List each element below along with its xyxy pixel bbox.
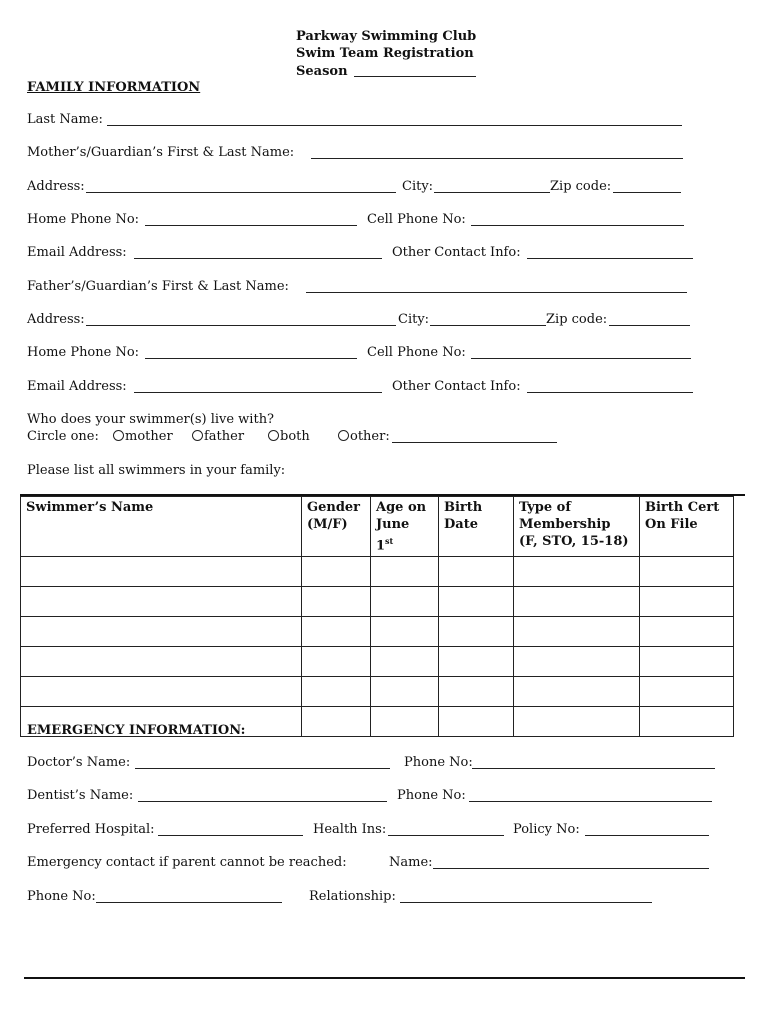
- dentist-phone-label: Phone No:: [397, 788, 466, 803]
- col-age: Age on June 1st: [371, 497, 439, 557]
- radio-circle-icon: [113, 430, 124, 441]
- zip-field[interactable]: [613, 192, 681, 193]
- cell-age[interactable]: [371, 677, 439, 707]
- home-phone-label: Home Phone No:: [27, 212, 140, 227]
- address-label: Address:: [27, 179, 85, 194]
- dentist-field[interactable]: [138, 801, 387, 802]
- policy-field[interactable]: [585, 835, 709, 836]
- option-both[interactable]: both: [268, 429, 310, 445]
- address-field[interactable]: [86, 192, 396, 193]
- doctor-label: Doctor’s Name:: [27, 755, 131, 770]
- cell-age[interactable]: [371, 587, 439, 617]
- contact-phone-field[interactable]: [96, 902, 282, 903]
- cell-swimmer-name[interactable]: [21, 677, 302, 707]
- other-contact-label-2: Other Contact Info:: [392, 379, 521, 394]
- cell-birth-date[interactable]: [439, 677, 514, 707]
- dentist-label: Dentist’s Name:: [27, 788, 134, 803]
- table-row: [21, 677, 734, 707]
- contact-name-field[interactable]: [433, 868, 709, 869]
- cell-birth-date[interactable]: [439, 587, 514, 617]
- home-phone-field[interactable]: [145, 225, 357, 226]
- city-field-2[interactable]: [430, 325, 546, 326]
- cell-phone-label-2: Cell Phone No:: [367, 345, 466, 360]
- emergency-contact-label: Emergency contact if parent cannot be reached:: [27, 855, 347, 870]
- table-header-row: [21, 497, 734, 557]
- cell-gender[interactable]: [302, 557, 371, 587]
- cell-phone-field[interactable]: [471, 225, 684, 226]
- form-title: Swim Team Registration: [296, 46, 474, 61]
- col-swimmer-name: Swimmer’s Name: [21, 497, 302, 557]
- option-mother[interactable]: mother: [113, 429, 173, 445]
- cell-swimmer-name[interactable]: [21, 587, 302, 617]
- dentist-phone-field[interactable]: [469, 801, 712, 802]
- other-contact-label: Other Contact Info:: [392, 245, 521, 260]
- cell-birth-cert[interactable]: [640, 557, 734, 587]
- last-name-label: Last Name:: [27, 112, 103, 127]
- zip-field-2[interactable]: [609, 325, 690, 326]
- cell-birth-date[interactable]: [439, 707, 514, 737]
- father-name-field[interactable]: [306, 292, 687, 293]
- cell-membership[interactable]: [514, 557, 640, 587]
- policy-label: Policy No:: [513, 822, 580, 837]
- other-contact-field-2[interactable]: [527, 392, 693, 393]
- hospital-field[interactable]: [158, 835, 303, 836]
- cell-gender[interactable]: [302, 647, 371, 677]
- zip-label-2: Zip code:: [546, 312, 608, 327]
- cell-membership[interactable]: [514, 617, 640, 647]
- cell-gender[interactable]: [302, 617, 371, 647]
- mother-name-field[interactable]: [311, 158, 683, 159]
- radio-circle-icon: [268, 430, 279, 441]
- col-birth-date: Birth Date: [439, 497, 514, 557]
- doctor-phone-label: Phone No:: [404, 755, 473, 770]
- cell-birth-date[interactable]: [439, 647, 514, 677]
- cell-membership[interactable]: [514, 677, 640, 707]
- club-name: Parkway Swimming Club: [296, 29, 477, 44]
- cell-gender[interactable]: [302, 587, 371, 617]
- city-label: City:: [402, 179, 434, 194]
- email-label: Email Address:: [27, 245, 127, 260]
- radio-circle-icon: [338, 430, 349, 441]
- circle-one-label: Circle one:: [27, 429, 99, 444]
- doctor-field[interactable]: [135, 768, 390, 769]
- footer-rule: [24, 977, 745, 979]
- email-field-2[interactable]: [134, 392, 382, 393]
- season-label: Season: [296, 64, 348, 79]
- table-row: [21, 617, 734, 647]
- emergency-heading: EMERGENCY INFORMATION:: [27, 723, 246, 738]
- other-contact-field[interactable]: [527, 258, 693, 259]
- cell-birth-cert[interactable]: [640, 677, 734, 707]
- other-field[interactable]: [392, 442, 557, 443]
- father-name-label: Father’s/Guardian’s First & Last Name:: [27, 279, 289, 294]
- cell-age[interactable]: [371, 647, 439, 677]
- health-ins-field[interactable]: [388, 835, 504, 836]
- table-row: [21, 647, 734, 677]
- cell-swimmer-name[interactable]: [21, 647, 302, 677]
- cell-birth-cert[interactable]: [640, 587, 734, 617]
- cell-age[interactable]: [371, 707, 439, 737]
- home-phone-field-2[interactable]: [145, 358, 357, 359]
- hospital-label: Preferred Hospital:: [27, 822, 155, 837]
- relationship-label: Relationship:: [309, 889, 396, 904]
- cell-birth-date[interactable]: [439, 617, 514, 647]
- cell-birth-cert[interactable]: [640, 707, 734, 737]
- cell-swimmer-name[interactable]: [21, 617, 302, 647]
- table-row: [21, 557, 734, 587]
- address-label-2: Address:: [27, 312, 85, 327]
- option-other[interactable]: other:: [338, 429, 390, 445]
- contact-name-label: Name:: [389, 855, 433, 870]
- list-swimmers-label: Please list all swimmers in your family:: [27, 463, 286, 478]
- cell-birth-cert[interactable]: [640, 617, 734, 647]
- cell-gender[interactable]: [302, 707, 371, 737]
- table-row: [21, 587, 734, 617]
- col-gender: Gender (M/F): [302, 497, 371, 557]
- cell-age[interactable]: [371, 617, 439, 647]
- cell-birth-cert[interactable]: [640, 647, 734, 677]
- city-field[interactable]: [434, 192, 550, 193]
- cell-membership[interactable]: [514, 587, 640, 617]
- contact-phone-label: Phone No:: [27, 889, 96, 904]
- col-membership: Type of Membership (F, STO, 15-18): [514, 497, 640, 557]
- mother-name-label: Mother’s/Guardian’s First & Last Name:: [27, 145, 295, 160]
- last-name-field[interactable]: [107, 125, 682, 126]
- cell-membership[interactable]: [514, 647, 640, 677]
- cell-birth-date[interactable]: [439, 557, 514, 587]
- season-field[interactable]: [354, 76, 476, 77]
- radio-circle-icon: [192, 430, 203, 441]
- cell-swimmer-name[interactable]: [21, 557, 302, 587]
- city-label-2: City:: [398, 312, 430, 327]
- address-field-2[interactable]: [86, 325, 396, 326]
- relationship-field[interactable]: [400, 902, 652, 903]
- doctor-phone-field[interactable]: [472, 768, 715, 769]
- home-phone-label-2: Home Phone No:: [27, 345, 140, 360]
- swimmers-table: [20, 496, 734, 737]
- cell-phone-label: Cell Phone No:: [367, 212, 466, 227]
- zip-label: Zip code:: [550, 179, 612, 194]
- cell-age[interactable]: [371, 557, 439, 587]
- cell-membership[interactable]: [514, 707, 640, 737]
- email-field[interactable]: [134, 258, 382, 259]
- family-heading: FAMILY INFORMATION: [27, 80, 201, 95]
- cell-phone-field-2[interactable]: [471, 358, 691, 359]
- live-with-question: Who does your swimmer(s) live with?: [27, 412, 275, 427]
- option-father[interactable]: father: [192, 429, 244, 445]
- email-label-2: Email Address:: [27, 379, 127, 394]
- cell-gender[interactable]: [302, 677, 371, 707]
- col-birth-cert: Birth Cert On File: [640, 497, 734, 557]
- health-ins-label: Health Ins:: [313, 822, 387, 837]
